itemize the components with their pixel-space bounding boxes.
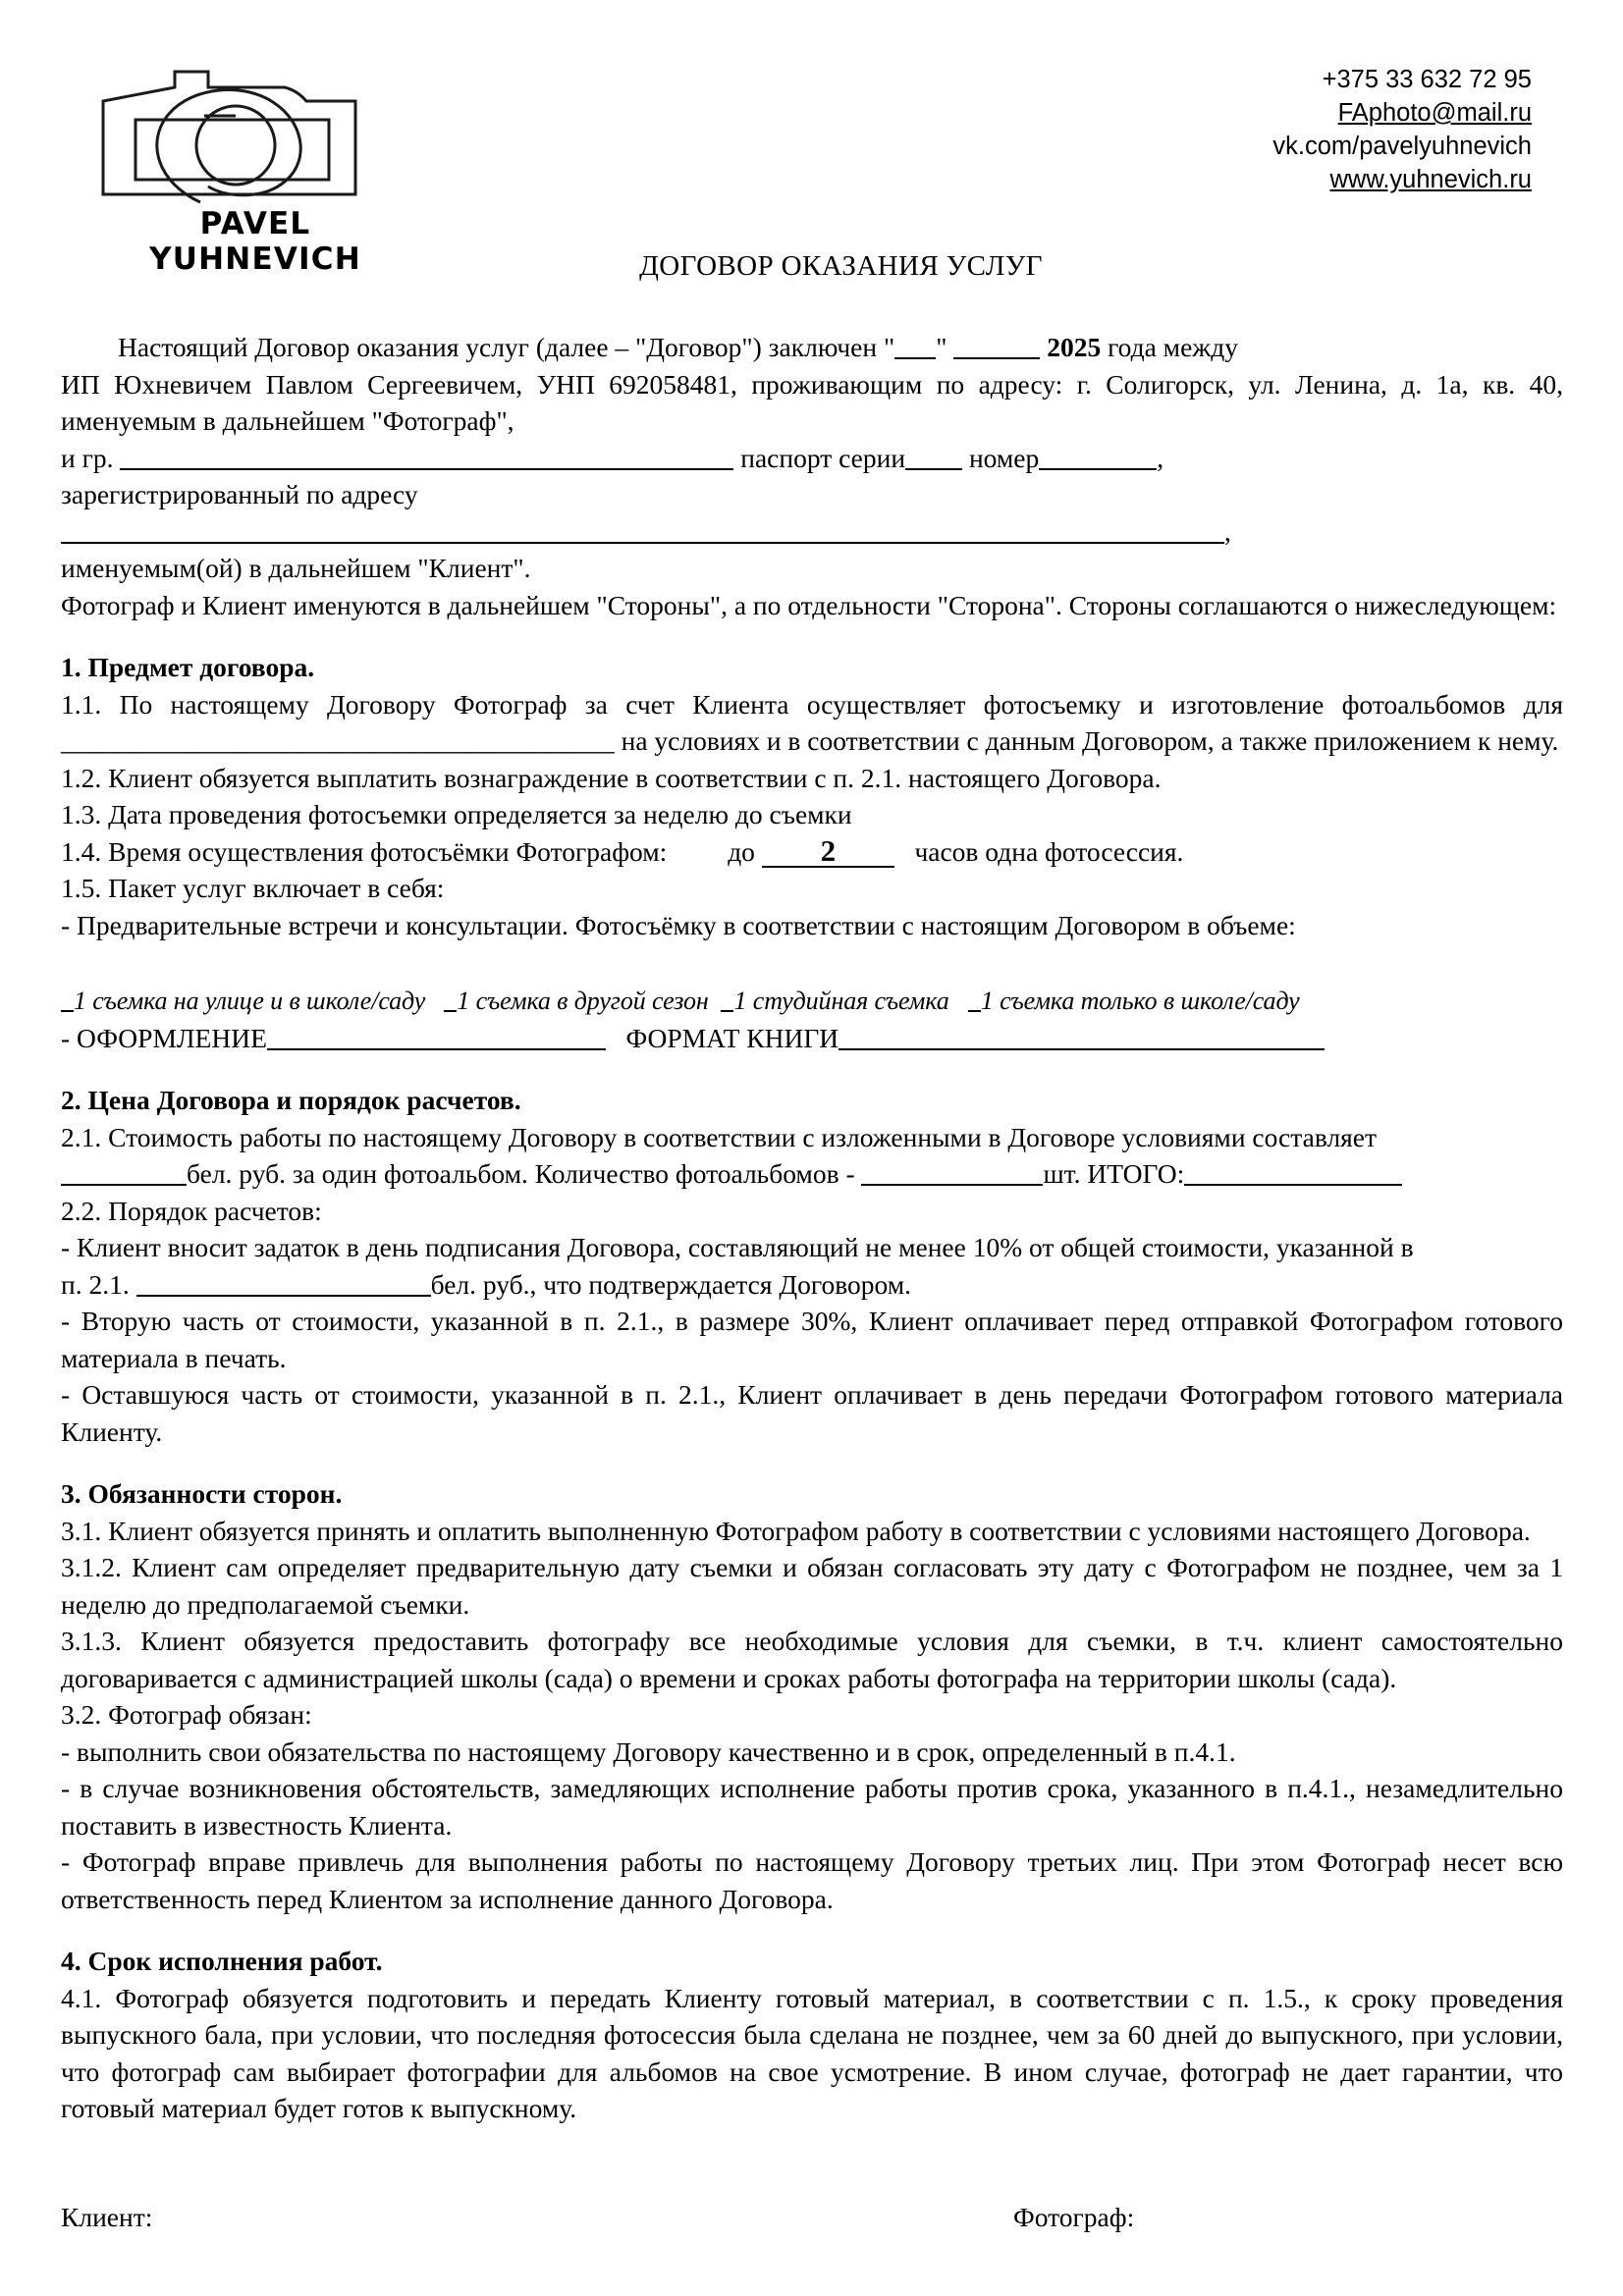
clause-3-1-3: 3.1.3. Клиент обязуется предоставить фотографу все необходимые условия для съемки, в т.ч. клиент самостоятельно договаривается с администрацией школы (сада) о времени и сроках работы фотографа на территории школы (сада). xyxy=(61,1626,1563,1693)
clause-3-1-2: 3.1.2. Клиент сам определяет предварительную дату съемки и обязан согласовать эту дату с Фотографом не позднее, чем за 1 неделю до предполагаемой съемки. xyxy=(61,1552,1563,1620)
passport-number-label: номер xyxy=(968,442,1040,473)
total-amount-blank[interactable] xyxy=(1184,1159,1402,1186)
package-checkbox-1[interactable] xyxy=(444,1010,457,1012)
brand-logo xyxy=(98,55,412,277)
client-prefix: и гр. xyxy=(61,442,114,473)
section-1-heading: 1. Предмет договора. xyxy=(61,652,315,682)
album-purpose-blank[interactable]: _________________________________________ xyxy=(61,725,615,756)
clause-1-1-text-a: 1.1. По настоящему Договору Фотограф за счет Клиента осуществляет фотосъемку и изготовление фотоальбомов для xyxy=(61,688,1563,720)
clause-1-1-text-b: на условиях и в соответствии с данным Договором, а также приложением к нему. xyxy=(621,725,1559,756)
clause-2-2: 2.2. Порядок расчетов: xyxy=(61,1195,322,1226)
intro-text-b: " xyxy=(936,332,947,362)
month-blank[interactable] xyxy=(953,333,1040,359)
package-option-0: 1 съемка на улице и в школе/саду xyxy=(74,987,426,1015)
clause-1-2: 1.2. Клиент обязуется выплатить вознаграждение в соответствии с п. 2.1. настоящего Договора. xyxy=(61,762,1162,793)
format-label: ФОРМАТ КНИГИ xyxy=(625,1022,839,1053)
photographer-details: ИП Юхневичем Павлом Сергеевичем, УНП 692058481, проживающим по адресу: г. Солигорск, ул. Ленина, д. 1а, кв. 40, именуемым в дальнейшем "Фотограф", xyxy=(61,368,1563,436)
package-checkbox-3[interactable] xyxy=(968,1010,981,1012)
package-checkbox-2[interactable] xyxy=(721,1010,733,1012)
parties-paragraph: Фотограф и Клиент именуются в дальнейшем "Стороны", а по отдельности "Сторона". Стороны соглашаются о нижеследующем: xyxy=(61,589,1557,620)
clause-3-2-c: - Фотограф вправе привлечь для выполнения работы по настоящему Договору третьих лиц. При этом Фотограф несет всю ответственность перед Клиентом за исполнение данного Договора. xyxy=(61,1846,1563,1914)
clause-2-2-final-part: - Оставшуюся часть от стоимости, указанной в п. 2.1., Клиент оплачивает в день передачи Фотографом готового материала Клиенту. xyxy=(61,1379,1563,1447)
client-signature-label: Клиент: xyxy=(61,2202,153,2232)
clause-1-4 xyxy=(61,833,1563,871)
client-name-blank[interactable] xyxy=(120,444,733,470)
clause-1-4-suffix: часов одна фотосессия. xyxy=(914,835,1184,867)
package-checkbox-0[interactable] xyxy=(61,1010,74,1012)
client-address-blank[interactable] xyxy=(61,517,1224,544)
passport-series-label: паспорт серии xyxy=(740,442,906,473)
section-3-heading: 3. Обязанности сторон. xyxy=(61,1478,343,1509)
client-address-line xyxy=(61,476,1563,550)
format-blank[interactable] xyxy=(839,1024,1325,1050)
intro-paragraph-1 xyxy=(61,329,1563,366)
intro-text-a: Настоящий Договор оказания услуг (далее – "Договор") заключен " xyxy=(118,332,895,362)
client-designation: именуемым(ой) в дальнейшем "Клиент". xyxy=(61,553,531,583)
package-option-1: 1 съемка в другой сезон xyxy=(457,987,709,1015)
deposit-suffix: бел. руб., что подтверждается Договором. xyxy=(430,1268,912,1300)
passport-series-blank[interactable] xyxy=(905,444,962,470)
page-header xyxy=(0,47,1623,277)
brand-name: PAVEL YUHNEVICH xyxy=(149,206,361,277)
clause-2-1-line1: 2.1. Стоимость работы по настоящему Договору в соответствии с изложенными в Договоре условиями составляет xyxy=(61,1121,1378,1152)
contact-email[interactable]: FAphoto@mail.ru xyxy=(1337,99,1532,127)
clause-1-3: 1.3. Дата проведения фотосъемки определяется за неделю до съемки xyxy=(61,799,852,829)
contact-website[interactable]: www.yuhnevich.ru xyxy=(1329,166,1532,193)
camera-logo-icon xyxy=(98,55,393,204)
document-body xyxy=(61,329,1563,2127)
package-option-3: 1 съемка только в школе/саду xyxy=(980,987,1300,1015)
album-count-blank[interactable] xyxy=(861,1159,1043,1186)
design-blank[interactable] xyxy=(267,1024,606,1050)
clause-1-5: 1.5. Пакет услуг включает в себя: xyxy=(61,873,445,903)
clause-3-2-b: - в случае возникновения обстоятельств, замедляющих исполнение работы против срока, указанного в п.4.1., незамедлительно поставить в известность Клиента. xyxy=(61,1773,1563,1841)
price-per-album-blank[interactable] xyxy=(61,1159,187,1186)
contact-vk[interactable]: vk.com/pavelyuhnevich xyxy=(1272,133,1532,160)
hours-value[interactable]: 2 xyxy=(762,836,894,868)
client-name-line xyxy=(61,440,1563,477)
contact-phone: +375 33 632 72 95 xyxy=(1322,66,1532,93)
clause-3-1: 3.1. Клиент обязуется принять и оплатить выполненную Фотографом работу в соответствии с условиями настоящего Договора. xyxy=(61,1515,1531,1546)
photographer-signature-label: Фотограф: xyxy=(1013,2202,1135,2232)
clause-3-2-a: - выполнить свои обязательства по настоящему Договору качественно и в срок, определенный в п.4.1. xyxy=(61,1735,1236,1767)
design-format-row xyxy=(61,1020,1563,1057)
intro-text-c: года между xyxy=(1108,332,1239,362)
deposit-amount-blank[interactable] xyxy=(136,1270,431,1297)
day-blank[interactable] xyxy=(894,333,936,359)
clause-4-1: 4.1. Фотограф обязуется подготовить и передать Клиенту готовый материал, в соответствии с п. 1.5., к сроку проведения выпускного бала, при условии, что последняя фотосессия была сделана не позднее, чем за 60 дней до выпускного, при условии, что фотограф сам выбирает фотографии для альбомов на свое усмотрение. В ином случае, фотограф не дает гарантии, что готовый материал будет готов к выпускному. xyxy=(61,1982,1563,2123)
passport-number-blank[interactable] xyxy=(1039,444,1157,470)
clause-1-5-detail: - Предварительные встречи и консультации. Фотосъёмку в соответствии с настоящим Договором в объеме: xyxy=(61,909,1296,940)
design-label: - ОФОРМЛЕНИЕ xyxy=(61,1022,267,1053)
section-4-heading: 4. Срок исполнения работ. xyxy=(61,1946,383,1976)
clause-2-1-text-b: бел. руб. за один фотоальбом. Количество фотоальбомов - xyxy=(187,1158,855,1189)
address-line-comma: , xyxy=(1224,515,1231,547)
contract-year: 2025 xyxy=(1047,332,1102,362)
clause-2-1-text-c: шт. ИТОГО: xyxy=(1043,1158,1185,1189)
package-options-row xyxy=(61,983,1563,1020)
contact-block xyxy=(1272,63,1532,196)
address-label: зарегистрированный по адресу xyxy=(61,479,418,509)
clause-2-2-deposit: - Клиент вносит задаток в день подписания Договора, составляющий не менее 10% от общей стоимости, указанной в xyxy=(61,1232,1414,1262)
clause-3-2: 3.2. Фотограф обязан: xyxy=(61,1699,312,1730)
clause-1-1 xyxy=(61,686,1563,760)
clause-2-2-deposit-amount xyxy=(61,1266,1563,1304)
page-title: ДОГОВОР ОКАЗАНИЯ УСЛУГ xyxy=(639,250,1043,282)
clause-2-2-second-part: - Вторую часть от стоимости, указанной в п. 2.1., в размере 30%, Клиент оплачивает перед отправкой Фотографом готового материала в печать. xyxy=(61,1306,1563,1373)
clause-2-1-line2 xyxy=(61,1155,1563,1193)
clause-1-4-label: 1.4. Время осуществления фотосъёмки Фотографом: xyxy=(61,835,668,867)
client-line-comma: , xyxy=(1157,442,1164,473)
section-2-heading: 2. Цена Договора и порядок расчетов. xyxy=(61,1085,521,1115)
deposit-ref: п. 2.1. xyxy=(61,1268,130,1300)
package-option-2: 1 студийная съемка xyxy=(733,987,949,1015)
clause-1-4-do: до xyxy=(728,835,755,867)
